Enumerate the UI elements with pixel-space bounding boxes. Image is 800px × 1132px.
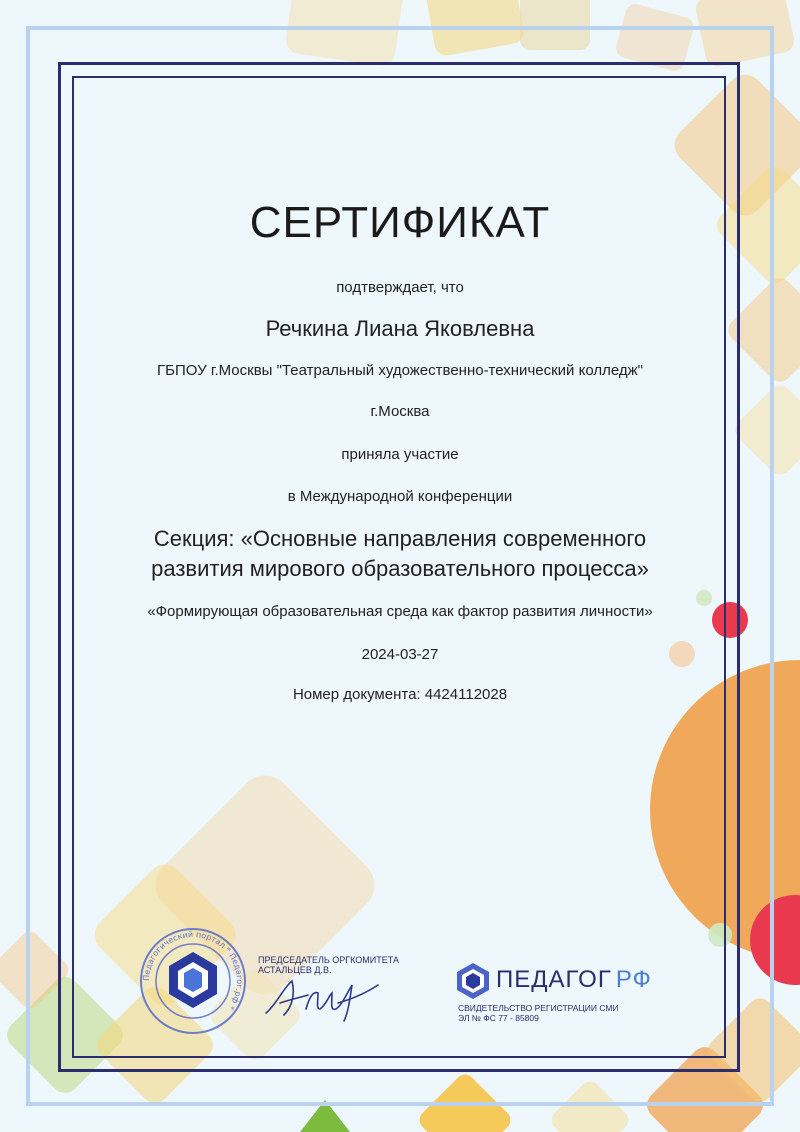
participation-text: приняла участие [341, 446, 459, 463]
certificate-title: СЕРТИФИКАТ [249, 198, 551, 247]
organization: ГБПОУ г.Москвы "Театральный художественно-технический колледж" [157, 362, 643, 379]
signature-role: ПРЕДСЕДАТЕЛЬ ОРГКОМИТЕТА [258, 955, 399, 965]
topic-text: «Формирующая образовательная среда как фактор развития личности» [147, 603, 653, 620]
handwritten-signature [262, 975, 382, 1025]
brand-name-main: ПЕДАГОГ [496, 966, 612, 993]
city: г.Москва [370, 403, 430, 420]
section-title [80, 524, 720, 584]
signature-label [258, 955, 399, 975]
brand-suffix: РФ [615, 966, 652, 993]
section-line-2: развития мирового образовательного процесса» [151, 556, 649, 581]
confirms-text: подтверждает, что [336, 279, 464, 296]
document-number: Номер документа: 4424112028 [292, 686, 508, 703]
pedagog-logo-icon [456, 962, 490, 1000]
event-text: в Международной конференции [287, 488, 513, 505]
signature-name: АСТАЛЬЦЕВ Д.В. [258, 965, 332, 975]
registration-line-2: ЭЛ № ФС 77 - 85809 [458, 1013, 539, 1023]
seal-ring-text: Педагогический портал * Педагог.рф * [141, 929, 245, 1012]
brand-name [496, 966, 652, 994]
recipient-name: Речкина Лиана Яковлевна [265, 316, 535, 341]
registration-line-1: СВИДЕТЕЛЬСТВО РЕГИСТРАЦИИ СМИ [458, 1003, 619, 1013]
seal-stamp [138, 926, 248, 1036]
media-registration [458, 1003, 619, 1023]
date: 2024-03-27 [361, 646, 439, 663]
section-line-1: Секция: «Основные направления современного [153, 526, 647, 551]
